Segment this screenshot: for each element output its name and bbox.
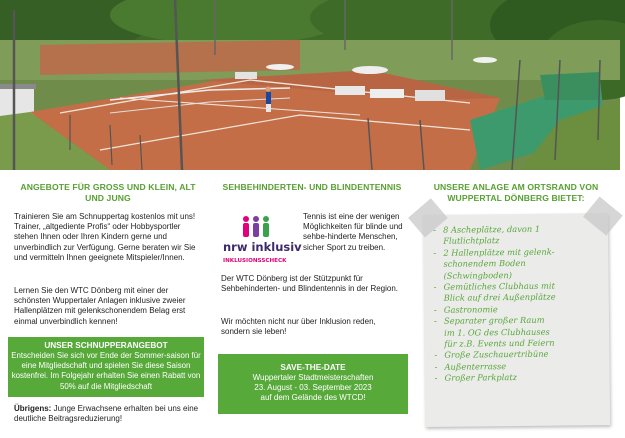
facilities-list	[433, 223, 605, 384]
inclusion-text: Wir möchten nicht nur über Inklusion reden, sondern sie leben!	[221, 317, 376, 337]
facilities-note-card	[423, 213, 610, 427]
young-adults-note	[14, 404, 204, 424]
event-dates: 23. August - 03. September 2023	[254, 383, 372, 392]
offers-heading: ANGEBOTE FÜR GROSS UND KLEIN, ALT UND JUNG	[20, 182, 196, 203]
note-label: Übrigens:	[14, 404, 52, 413]
blind-tennis-column	[212, 170, 410, 438]
logo-wordmark: nrw inklusiv	[223, 240, 302, 254]
list-item: - Gemütliches Clubhaus mit Blick auf drei Außenplätze	[433, 280, 556, 304]
trial-offer-text: Entscheiden Sie sich vor Ende der Sommer-saison für eine Mitgliedschaft und spielen Sie diese Saison kostenfrei. Im Folgejahr erhalten Sie einen Rabatt von 50% auf die Mitgliedschaft	[11, 351, 201, 391]
facilities-heading: UNSERE ANLAGE AM ORTSRAND VON WUPPERTAL DÖNBERG BIETET:	[433, 182, 599, 203]
club-intro-text: Lernen Sie den WTC Dönberg mit einer der schönsten Wuppertaler Anlagen inklusive zweier Hallenplätzen mit gelenkschonendem Belag erst einmal unverbindlich kennen!	[14, 286, 186, 326]
save-the-date-title: SAVE-THE-DATE	[280, 363, 346, 372]
list-item: - Separater großer Raum im 1. OG des Clubhauses für z.B. Events und Feiern	[433, 314, 555, 349]
list-item: - 2 Hallenplätze mit gelenk- schonendem Boden (Schwingboden)	[433, 246, 555, 281]
save-the-date-box	[218, 354, 408, 414]
tennis-court-photo	[0, 0, 620, 170]
event-name: Wuppertaler Stadtmeisterschaften	[252, 373, 374, 382]
logo-subtitle: INKLUSIONSSCHECK	[223, 258, 287, 264]
list-item: - Außenterrasse	[434, 360, 507, 372]
facilities-column	[410, 170, 620, 438]
note-text: Junge Erwachsene erhalten bei uns eine deutliche Beitragsreduzierung!	[14, 404, 199, 424]
list-item: - Gastronomie	[433, 304, 498, 315]
base-station-text: Der WTC Dönberg ist der Stützpunkt für Sehbehinderten- und Blindentennis in der Region.	[221, 274, 399, 294]
trial-offer-box	[8, 337, 204, 397]
list-item: - 8 Ascheplätze, davon 1 Flutlichtplatz	[432, 223, 541, 247]
blind-tennis-intro: Tennis ist eine der wenigen Möglichkeiten für blinde und sehbe-hinderte Menschen, sicher Sport zu treiben.	[303, 212, 403, 252]
offers-intro-text: Trainieren Sie am Schnuppertag kostenlos mit uns! Trainer, „altgediente Profis“ oder Hobbysportler stehen Ihnen oder Ihren Kindern gerne und unverbindlich zur Verfügung. Gerne beraten wir Sie und vermitteln Ihnen geeignete Mitspieler/Innen.	[14, 212, 196, 262]
offers-column	[0, 170, 212, 438]
trial-offer-title: UNSER SCHNUPPERANGEBOT	[44, 341, 168, 350]
event-location: auf dem Gelände des WTCD!	[260, 393, 366, 402]
list-item: - Große Zuschauertribüne	[434, 349, 549, 361]
blind-tennis-heading: SEHBEHINDERTEN- UND BLINDENTENNIS	[222, 182, 402, 192]
list-item: - Großer Parkplatz	[434, 372, 518, 384]
nrw-inklusiv-logo	[221, 214, 302, 266]
